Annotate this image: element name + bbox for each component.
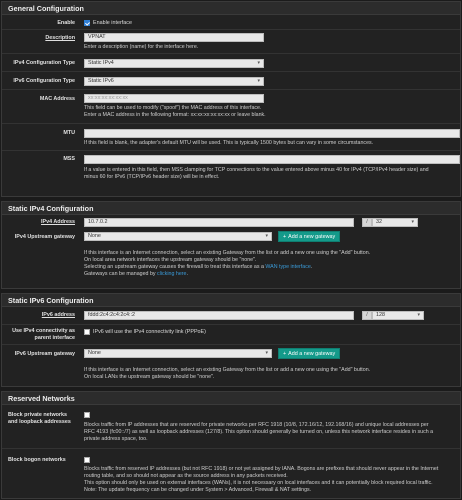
block-bogon-label: Block bogon networks [8,457,66,463]
description-input[interactable]: VPNAT [84,33,264,42]
description-label: Description [45,35,75,41]
mss-input[interactable] [84,155,460,164]
ipv4-gateway-help-2: On local area network interfaces the upstream gateway should be "none". [84,257,257,263]
chevron-down-icon: ▾ [265,233,268,239]
ipv6-prefix-value: 128 [376,312,385,318]
ipv4-gateway-help-1: If this interface is an Internet connection, select an existing Gateway from the list or add a new one using the "Add" button. [84,250,371,256]
mac-row [2,90,460,124]
block-private-label: Block private networks and loopback addresses [8,412,71,425]
block-bogon-help-3: This option should only be used on external interfaces (WANs), it is not necessary on local interfaces and it can potentially block required local traffic. [84,480,433,486]
add-gateway-label: Add a new gateway [288,350,336,357]
block-bogon-checkbox[interactable] [84,457,90,463]
ipv4-type-label: IPv4 Configuration Type [13,60,75,66]
plus-icon: + [283,233,287,240]
ipv4-address-label: IPv4 Address [41,219,75,225]
ipv6-address-input[interactable]: fddd:2c4:2c4:2c4::2 [84,311,354,320]
panel-title: Static IPv4 Configuration [2,202,460,215]
use-ipv4-checkbox-label: IPv6 will use the IPv4 connectivity link (PPPoE) [93,329,206,335]
mtu-label: MTU [63,130,75,136]
ipv6-gateway-select[interactable] [84,349,272,358]
ipv6-address-label: IPv6 address [41,312,75,318]
add-gateway-label: Add a new gateway [288,233,336,240]
block-bogon-help-1: Blocks traffic from reserved IP addresses (but not RFC 1918) or not yet assigned by IANA. Bogons are prefixes that should never appear in the Internet [84,466,439,472]
add-ipv4-gateway-button[interactable] [278,231,340,242]
panel-title: Static IPv6 Configuration [2,294,460,307]
enable-interface-checkbox[interactable] [84,20,90,26]
ipv4-gateway-label: IPv4 Upstream gateway [14,234,75,240]
mss-help-2: minus 60 for IPv6 (TCP/IPv6 header size) will be in effect. [84,174,220,180]
use-ipv4-label: Use IPv4 connectivity as parent interface [12,328,75,341]
cidr-slash: / [362,218,372,227]
ipv4-cidr-value: 32 [376,219,382,225]
use-ipv4-checkbox[interactable] [84,329,90,335]
mac-label: MAC Address [39,96,75,102]
ipv4-gateway-select[interactable] [84,232,272,241]
ipv4-cidr-select[interactable] [372,218,418,227]
mtu-row [2,124,460,151]
description-row [2,30,460,54]
reserved-networks-panel [1,391,461,499]
manage-gateways-link[interactable]: clicking here [157,271,187,277]
static-ipv6-panel [1,293,461,387]
ipv4-type-select[interactable] [84,59,264,68]
ipv6-gateway-row [2,345,460,387]
ipv4-type-value: Static IPv4 [88,59,114,66]
block-bogon-help-4: Note: The update frequency can be changed under System > Advanced, Firewall & NAT settings. [84,487,312,493]
panel-title: Reserved Networks [2,392,460,405]
ipv4-address-input[interactable]: 10.7.0.2 [84,218,354,227]
ipv4-gateway-help-3: Selecting an upstream gateway causes the firewall to treat this interface as a WAN type interface. [84,264,313,270]
ipv6-address-row [2,307,460,325]
mac-help-1: This field can be used to modify ("spoof") the MAC address of this interface. [84,105,262,111]
description-help: Enter a description (name) for the interface here. [84,44,199,50]
mac-help-2: Enter a MAC address in the following format: xx:xx:xx:xx:xx:xx or leave blank. [84,112,266,118]
mss-help-1: If a value is entered in this field, then MSS clamping for TCP connections to the value entered above minus 40 for IPv4 (TCP/IPv4 header size) and [84,167,429,173]
add-ipv6-gateway-button[interactable] [278,348,340,359]
plus-icon: + [283,350,287,357]
chevron-down-icon: ▾ [265,350,268,356]
block-private-checkbox[interactable] [84,412,90,418]
ipv6-prefix-select[interactable] [372,311,424,320]
chevron-down-icon: ▾ [257,59,260,66]
ipv6-gateway-help-2: On local LANs the upstream gateway should be "none". [84,374,215,380]
ipv6-gateway-value: None [88,350,101,356]
mtu-help: If this field is blank, the adapter's default MTU will be used. This is typically 1500 bytes but can vary in some circumstances. [84,140,374,146]
enable-label: Enable [57,20,75,26]
mss-row [2,151,460,189]
ipv4-address-row [2,215,460,228]
ipv4-gateway-value: None [88,233,101,239]
block-bogon-help-2: routing table, and so should not appear as the source address in any packets received. [84,473,288,479]
ipv6-type-label: IPv6 Configuration Type [13,78,75,84]
prefix-slash: / [362,311,372,320]
ipv6-gateway-help-1: If this interface is an Internet connection, select an existing Gateway from the list or add a new one using the "Add" button. [84,367,371,373]
ipv6-type-row [2,72,460,90]
ipv6-type-value: Static IPv6 [88,77,114,84]
chevron-down-icon: ▾ [257,77,260,84]
ipv4-gateway-help-4: Gateways can be managed by clicking here. [84,271,188,277]
block-bogon-row [2,449,460,499]
mac-input[interactable]: xx:xx:xx:xx:xx:xx [84,94,264,103]
wan-type-interface-link[interactable]: WAN type interface [265,264,311,270]
mtu-input[interactable] [84,129,460,138]
ipv4-gateway-row [2,228,460,288]
static-ipv4-panel [1,201,461,289]
block-private-help-1: Blocks traffic from IP addresses that are reserved for private networks per RFC 1918 (10/8, 172.16/12, 192.168/16) and unique local addresses per [84,422,429,428]
chevron-down-icon: ▾ [417,312,420,318]
ipv6-type-select[interactable] [84,77,264,86]
enable-interface-label: Enable interface [93,19,132,26]
general-configuration-panel [1,1,461,197]
chevron-down-icon: ▾ [411,219,414,225]
block-private-row [2,405,460,449]
enable-row [2,15,460,30]
use-ipv4-row [2,325,460,345]
block-private-help-3: private address space, too. [84,436,148,442]
block-private-help-2: RFC 4193 (fc00::/7) as well as loopback addresses (127/8). This option should generally be turned on, unless this network interface resides in such a [84,429,434,435]
ipv6-gateway-label: IPv6 Upstream gateway [14,351,75,357]
mss-label: MSS [63,156,75,162]
ipv4-type-row [2,54,460,72]
panel-title: General Configuration [2,2,460,15]
